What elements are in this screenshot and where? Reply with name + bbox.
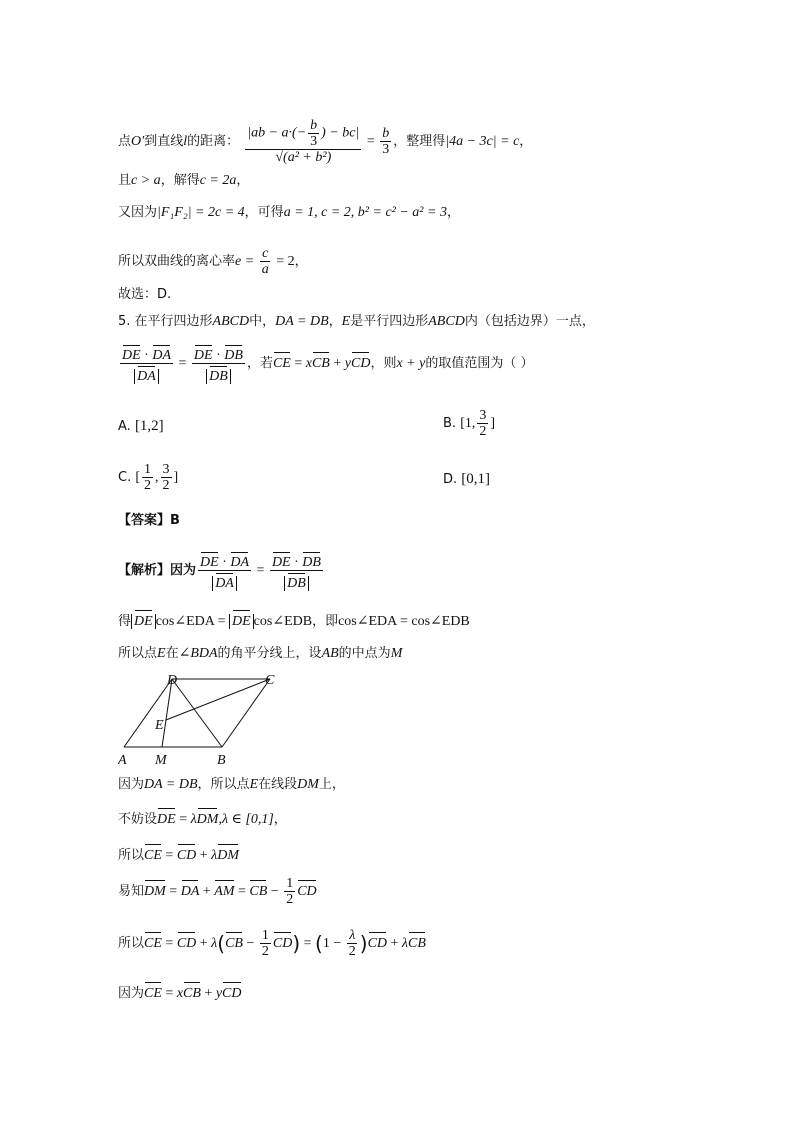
c-over-a bbox=[260, 246, 271, 277]
vec: DE bbox=[232, 608, 251, 631]
num: 3 bbox=[479, 408, 487, 423]
equals: = bbox=[234, 884, 250, 899]
ce-line-3 bbox=[118, 980, 242, 1003]
minus: − bbox=[242, 936, 258, 951]
num: 3 bbox=[162, 462, 170, 477]
vec: DE bbox=[200, 550, 219, 570]
math: E bbox=[249, 777, 259, 792]
num: c bbox=[262, 246, 269, 261]
vec: DB bbox=[302, 550, 321, 570]
math: y bbox=[344, 356, 351, 371]
dot: · bbox=[140, 348, 153, 363]
value: [ bbox=[135, 470, 141, 485]
distance-line bbox=[118, 118, 532, 165]
text: 内（包括边界）一点， bbox=[464, 314, 595, 329]
vec: DA bbox=[152, 343, 171, 363]
vec: DM bbox=[144, 878, 166, 901]
label: B. bbox=[443, 416, 457, 431]
den: 2 bbox=[286, 892, 294, 907]
analysis-line bbox=[118, 550, 325, 591]
equals: = bbox=[175, 356, 190, 371]
vec: CB bbox=[408, 930, 426, 953]
dot: · bbox=[212, 348, 225, 363]
text: 上， bbox=[318, 777, 345, 792]
vec: CE bbox=[144, 980, 162, 1003]
equals: = bbox=[161, 848, 177, 863]
vec: DB bbox=[287, 571, 306, 591]
plus: + bbox=[329, 356, 345, 371]
math: cos∠EDB bbox=[253, 614, 313, 629]
bisector-line bbox=[118, 645, 402, 663]
ce-line-2: 所以CE = CD + λ(CB − $\frac{1}{2}$ CD) = (1 − $\frac{\lambda}{2}$ )CD + λCB bbox=[118, 928, 426, 959]
equals: = bbox=[253, 563, 268, 578]
den: √(a² + b²) bbox=[275, 150, 332, 165]
math: ABCD bbox=[212, 314, 250, 329]
point-E: E bbox=[155, 718, 164, 733]
option-a[interactable] bbox=[118, 418, 164, 435]
value: ] bbox=[490, 416, 496, 431]
num: b bbox=[382, 126, 390, 141]
num: b bbox=[310, 118, 318, 133]
text: ， bbox=[446, 205, 460, 220]
question-5-stem bbox=[118, 313, 595, 331]
vec: DE bbox=[157, 806, 176, 829]
option-b[interactable] bbox=[443, 408, 495, 439]
distance-fraction bbox=[245, 118, 361, 165]
equals: = bbox=[175, 812, 191, 827]
proj-fraction-b bbox=[270, 550, 323, 591]
text: 点 bbox=[118, 134, 132, 149]
text: ，可得 bbox=[244, 205, 284, 220]
plus: + bbox=[387, 936, 402, 951]
num: λ bbox=[349, 928, 356, 943]
equals: = bbox=[363, 134, 379, 149]
text: 所以 bbox=[118, 936, 145, 951]
text: 在线段 bbox=[258, 777, 298, 792]
vec: CB bbox=[312, 350, 330, 373]
text: 【解析】因为 bbox=[118, 563, 197, 578]
math: a = 1, c = 2, b² = c² − a² = 3 bbox=[283, 205, 447, 220]
equals: = bbox=[214, 614, 229, 629]
text: 的距离： bbox=[187, 134, 240, 149]
text: 所以点 bbox=[118, 646, 158, 661]
vec: DM bbox=[197, 806, 219, 829]
vec: CE bbox=[273, 350, 291, 373]
text: 易知 bbox=[118, 884, 145, 899]
den: a bbox=[261, 262, 269, 277]
text: ， bbox=[236, 173, 250, 188]
vertex-B: B bbox=[217, 753, 226, 768]
text: 所以 bbox=[118, 848, 145, 863]
text: 的中点为 bbox=[338, 646, 391, 661]
value: , bbox=[155, 470, 159, 485]
condition-line bbox=[118, 172, 249, 190]
math: cos∠EDA bbox=[155, 614, 215, 629]
b-over-3 bbox=[308, 118, 319, 149]
num-part: ) − bc| bbox=[321, 125, 360, 141]
vertex-C: C bbox=[265, 673, 275, 688]
option-c[interactable] bbox=[118, 462, 178, 493]
math: ∠BDA bbox=[178, 646, 218, 661]
text: 不妨设 bbox=[118, 812, 158, 827]
vec: AM bbox=[214, 878, 234, 901]
fraction bbox=[161, 462, 172, 493]
text: 在 bbox=[165, 646, 179, 661]
equals: = bbox=[165, 884, 181, 899]
diagonal-DB bbox=[172, 679, 222, 747]
math: DA = DB bbox=[275, 314, 329, 329]
vec: DB bbox=[224, 343, 243, 363]
text: 5. 在平行四边形 bbox=[118, 314, 213, 329]
vec: DA bbox=[137, 364, 156, 384]
vec: DE bbox=[194, 343, 213, 363]
vec: CD bbox=[351, 350, 370, 373]
math: c = 2a bbox=[199, 173, 237, 188]
proj-fraction-a bbox=[120, 343, 173, 384]
eccentricity-line bbox=[118, 246, 308, 277]
text: 因为 bbox=[118, 986, 145, 1001]
math: e = bbox=[235, 254, 258, 269]
vec: DA bbox=[215, 571, 234, 591]
den: 2 bbox=[348, 944, 356, 959]
math: x bbox=[305, 356, 312, 371]
segment-DM bbox=[162, 679, 172, 747]
math: ABCD bbox=[428, 314, 465, 329]
value: ] bbox=[173, 470, 179, 485]
vertex-D: D bbox=[167, 673, 178, 688]
num-part: |ab − a·(− bbox=[247, 125, 307, 141]
math: cos∠EDA = cos∠EDB bbox=[338, 614, 470, 629]
text: 是平行四边形 bbox=[350, 314, 429, 329]
relation: |4a − 3c| = c bbox=[445, 134, 520, 149]
math: AB bbox=[321, 646, 339, 661]
b-over-3-result bbox=[380, 126, 391, 157]
half bbox=[260, 928, 271, 959]
label: D. bbox=[443, 472, 458, 487]
math-l: l bbox=[183, 134, 188, 149]
value: [1,2] bbox=[134, 418, 164, 434]
dot: · bbox=[218, 555, 231, 570]
cos-line bbox=[118, 608, 470, 631]
vec: DB bbox=[209, 364, 228, 384]
label: C. bbox=[118, 470, 132, 485]
math: 1 − bbox=[322, 936, 345, 951]
vec: CB bbox=[249, 878, 267, 901]
vec: CB bbox=[183, 980, 201, 1003]
den: 2 bbox=[261, 944, 269, 959]
text: 的取值范围为（ ） bbox=[425, 356, 534, 371]
fraction bbox=[477, 408, 488, 439]
math: λ bbox=[401, 936, 408, 951]
text: 且 bbox=[118, 173, 132, 188]
text: 所以双曲线的离心率 bbox=[118, 254, 236, 269]
value: [1, bbox=[460, 416, 476, 431]
vec: CB bbox=[225, 930, 243, 953]
vec: CD bbox=[177, 930, 196, 953]
text: ，解得 bbox=[160, 173, 200, 188]
den: 2 bbox=[162, 478, 170, 493]
vec: CE bbox=[144, 930, 162, 953]
assume-line: 不妨设DE = λDM,λ ∈ [0,1]， bbox=[118, 806, 287, 829]
dm-line bbox=[118, 876, 317, 907]
text: ， bbox=[328, 314, 342, 329]
vec: DA bbox=[230, 550, 249, 570]
text: ，则 bbox=[370, 356, 397, 371]
text: ，整理得 bbox=[393, 134, 446, 149]
answer-line: 【答案】B bbox=[118, 513, 180, 528]
math: λ bbox=[211, 848, 218, 863]
vec: CD bbox=[297, 878, 316, 901]
proj-fraction-a bbox=[198, 550, 251, 591]
math: |F₁F₂| = 2c = 4 bbox=[157, 205, 245, 220]
segment-line bbox=[118, 776, 345, 794]
minus: − bbox=[267, 884, 283, 899]
text: ， bbox=[273, 812, 287, 827]
vec: DM bbox=[217, 842, 239, 865]
value: [0,1] bbox=[461, 471, 491, 487]
vec: DA bbox=[181, 878, 200, 901]
vec: CE bbox=[144, 842, 162, 865]
dot: · bbox=[290, 555, 303, 570]
vec: CD bbox=[177, 842, 196, 865]
question-5-condition bbox=[118, 343, 533, 384]
fraction bbox=[142, 462, 153, 493]
vec: DE bbox=[122, 343, 141, 363]
equals: = bbox=[290, 356, 306, 371]
text: 得 bbox=[118, 614, 132, 629]
math: = 2 bbox=[272, 254, 295, 269]
vec: CD bbox=[273, 930, 292, 953]
text: 因为 bbox=[118, 777, 145, 792]
math: E bbox=[157, 646, 166, 661]
math: λ bbox=[190, 812, 197, 827]
vec: CD bbox=[368, 930, 387, 953]
vec: DE bbox=[134, 608, 153, 631]
math: λ bbox=[211, 936, 218, 951]
plus: + bbox=[199, 884, 215, 899]
lambda-half bbox=[347, 928, 358, 959]
math: E bbox=[341, 314, 351, 329]
segment-CE bbox=[166, 679, 270, 720]
text: 的角平分线上，设 bbox=[217, 646, 322, 661]
math-O-prime: O′ bbox=[131, 134, 145, 149]
focal-line bbox=[118, 204, 460, 222]
math: x bbox=[176, 986, 184, 1001]
text: 又因为 bbox=[118, 205, 158, 220]
text: 中， bbox=[249, 314, 276, 329]
text: 到直线 bbox=[144, 134, 184, 149]
text: ，即 bbox=[312, 614, 339, 629]
den: 3 bbox=[310, 134, 318, 149]
plus: + bbox=[196, 936, 212, 951]
point-M: M bbox=[155, 753, 167, 768]
proj-fraction-b bbox=[192, 343, 245, 384]
math: λ ∈ [0,1] bbox=[221, 812, 274, 827]
math: x + y bbox=[396, 356, 426, 371]
option-d[interactable] bbox=[443, 471, 490, 488]
choice-line: 故选：D. bbox=[118, 287, 172, 302]
den: 2 bbox=[479, 424, 487, 439]
num: 1 bbox=[144, 462, 152, 477]
equals: = bbox=[161, 936, 177, 951]
edge-CB bbox=[222, 679, 270, 747]
text: ，所以点 bbox=[197, 777, 250, 792]
text: ，若 bbox=[246, 356, 273, 371]
ce-line-1 bbox=[118, 842, 239, 865]
half bbox=[284, 876, 295, 907]
text: ， bbox=[294, 254, 308, 269]
den: 3 bbox=[382, 142, 390, 157]
num: 1 bbox=[261, 928, 269, 943]
den: 2 bbox=[144, 478, 152, 493]
plus: + bbox=[196, 848, 212, 863]
math: M bbox=[390, 646, 403, 661]
math: y bbox=[215, 986, 223, 1001]
parallelogram-figure bbox=[118, 670, 288, 770]
label: A. bbox=[118, 419, 131, 434]
math: DA = DB bbox=[144, 777, 198, 792]
vec: CD bbox=[222, 980, 241, 1003]
vec: DE bbox=[272, 550, 291, 570]
math: DM bbox=[297, 777, 319, 792]
plus: + bbox=[200, 986, 216, 1001]
math: c > a bbox=[131, 173, 161, 188]
edge-AD bbox=[124, 679, 172, 747]
equals: = bbox=[161, 986, 177, 1001]
text: ， bbox=[519, 134, 533, 149]
num: 1 bbox=[286, 876, 294, 891]
equals: = bbox=[300, 936, 316, 951]
vertex-A: A bbox=[118, 753, 127, 768]
